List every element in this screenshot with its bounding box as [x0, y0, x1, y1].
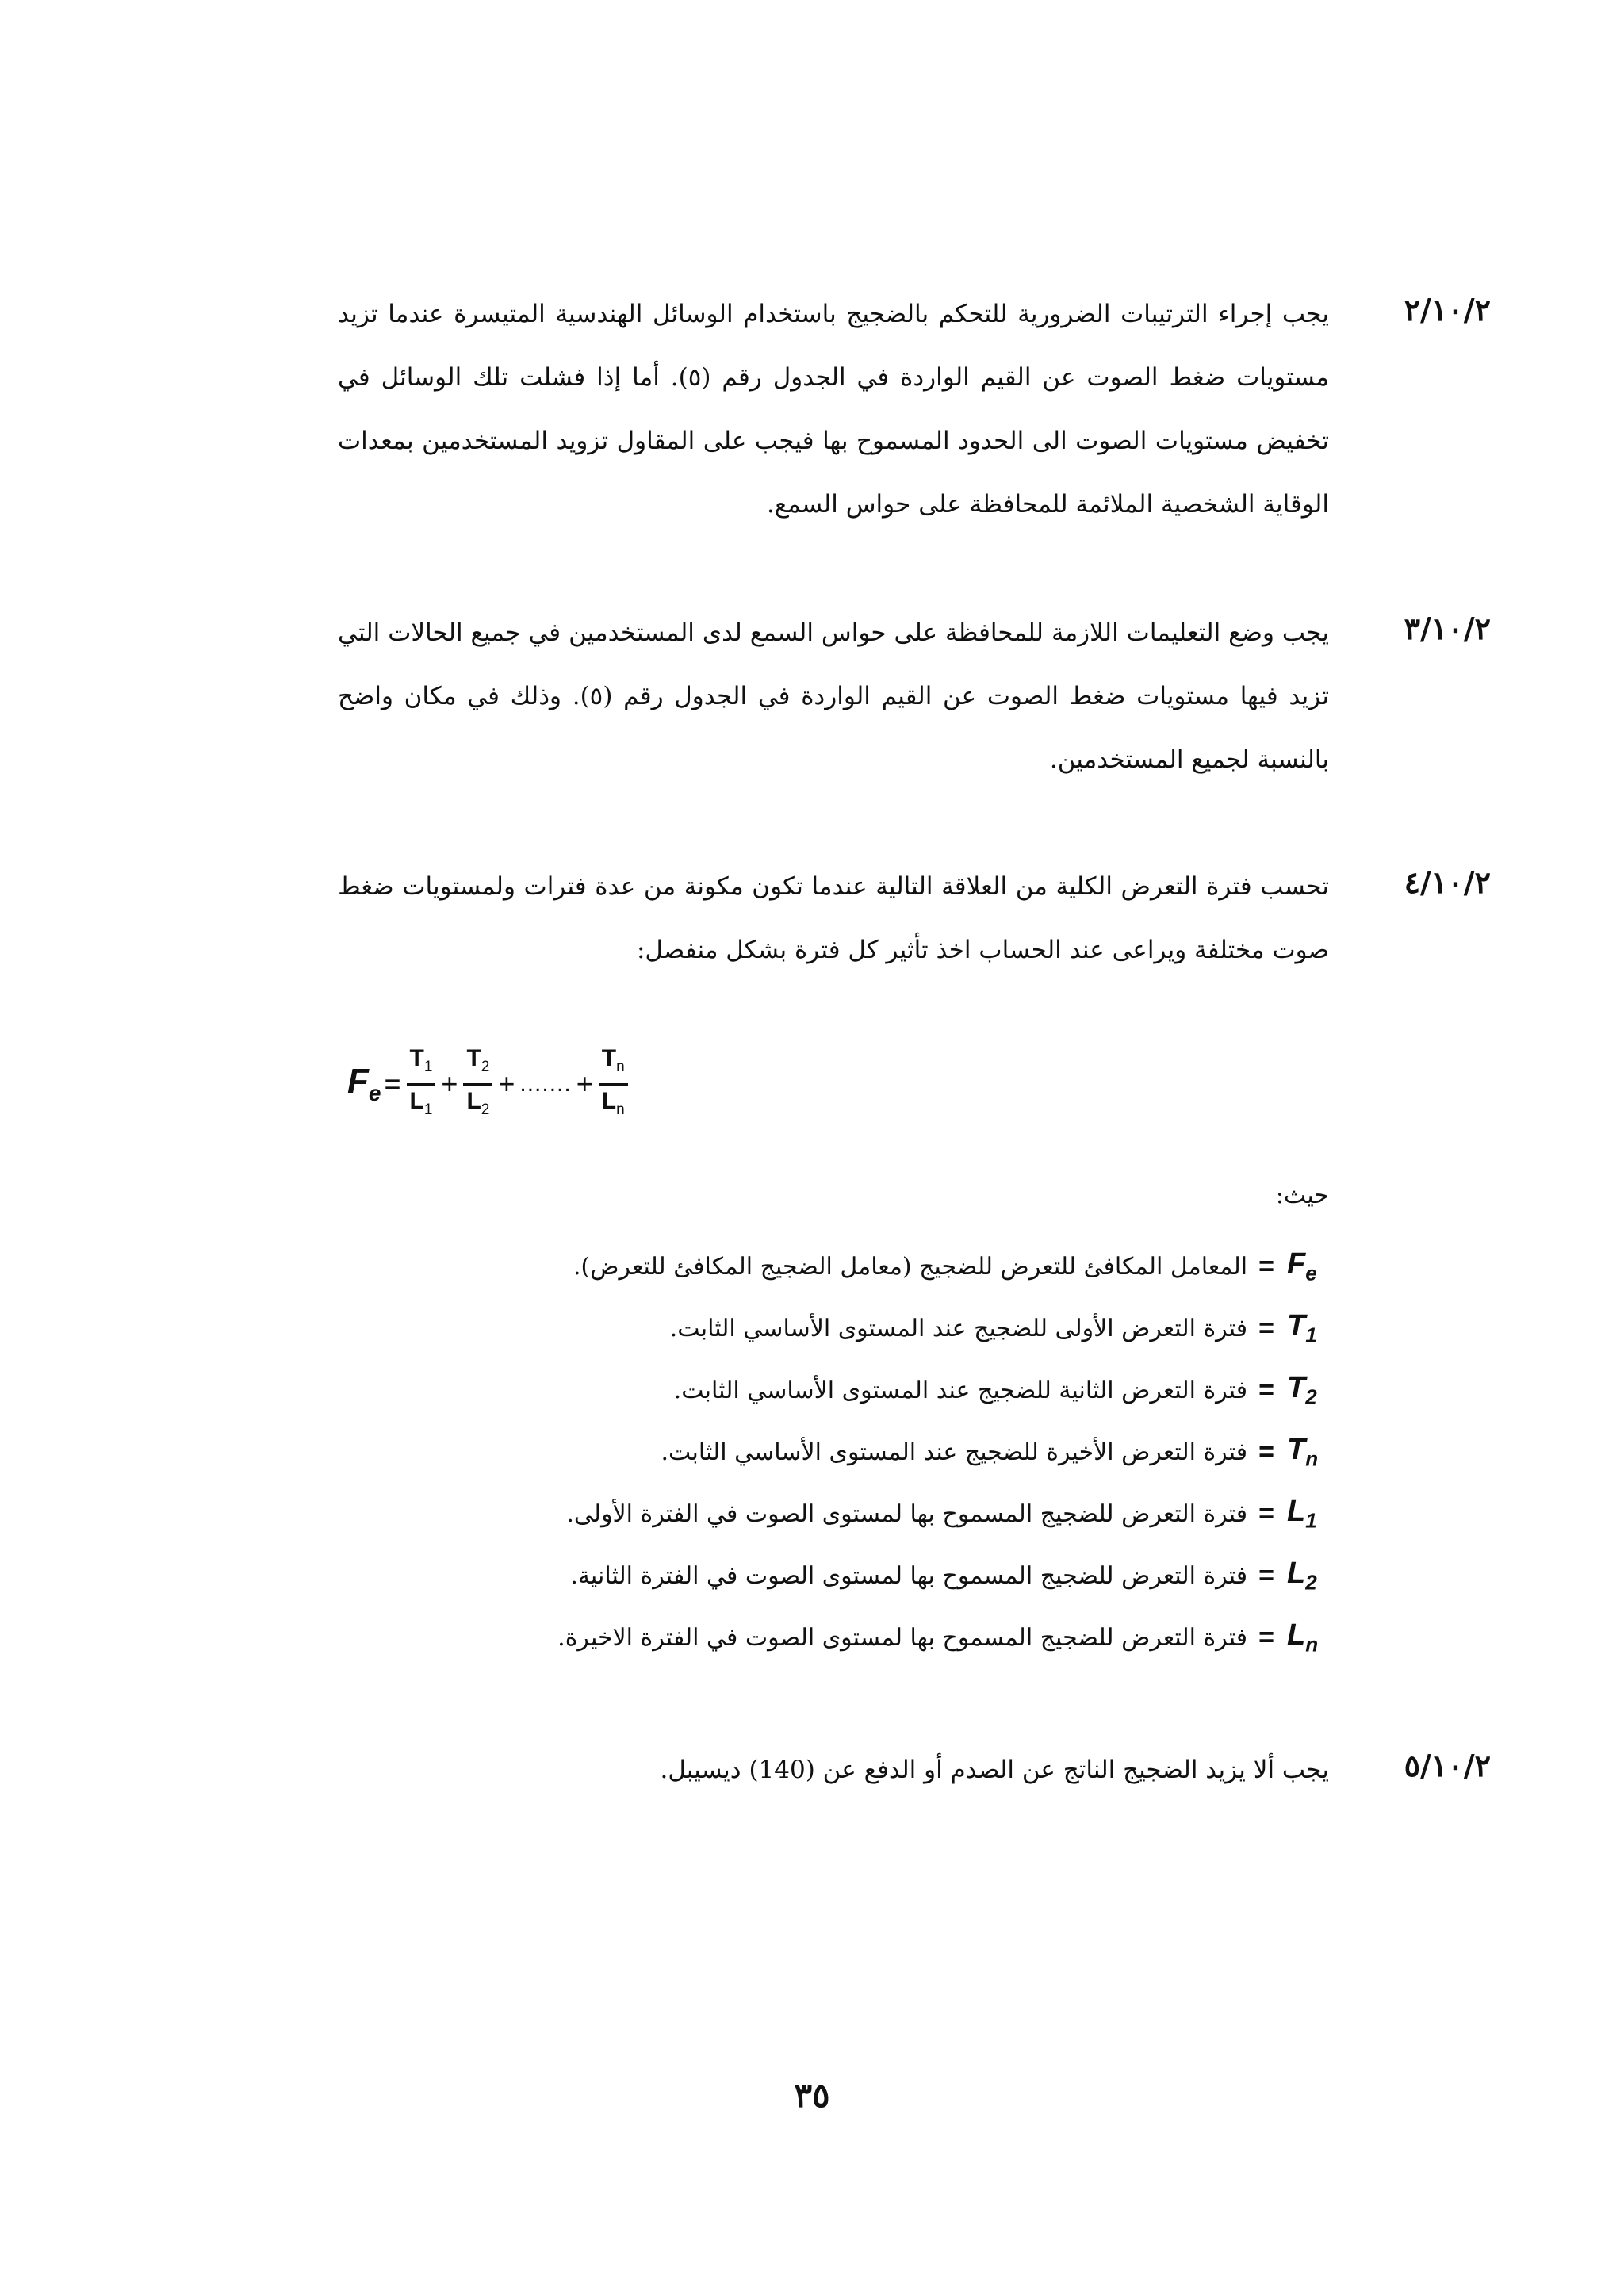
- definition-equals: =: [1258, 1436, 1274, 1467]
- definition-symbol: $L_1$: [1287, 1494, 1317, 1533]
- formula-lhs: $F_e$: [347, 1062, 381, 1105]
- clause-text: يجب ألا يزيد الضجيج الناتج عن الصدم أو الدفع عن (140) ديسيبل.: [660, 1756, 1329, 1784]
- definition-symbol: $T_1$: [1287, 1308, 1317, 1347]
- definition-equals: =: [1258, 1560, 1274, 1591]
- definition-symbol: $F_e$: [1287, 1247, 1317, 1285]
- definition-row: [570, 1548, 1331, 1603]
- definition-text: فترة التعرض الأخيرة للضجيج عند المستوى الأساسي الثابت.: [661, 1438, 1248, 1466]
- clause-number: ٤/١٠/٢: [1404, 864, 1491, 900]
- exposure-formula: [347, 1040, 630, 1128]
- definition-row: [674, 1362, 1331, 1418]
- clause-text: يجب وضع التعليمات اللازمة للمحافظة على حواس السمع لدى المستخدمين في جميع الحالات التي تزيد فيها مستويات ضغط الصوت عن القيم الواردة في الجدول رقم (٥). وذلك في مكان واضح بالنسبة لجميع المستخدمين.: [338, 618, 1329, 774]
- definition-symbol: $L_2$: [1287, 1556, 1317, 1595]
- formula-plus: +: [441, 1067, 458, 1100]
- definition-row: [557, 1610, 1331, 1665]
- definition-text: فترة التعرض الأولى للضجيج عند المستوى الأساسي الثابت.: [669, 1314, 1248, 1342]
- clause-number: ٥/١٠/٢: [1404, 1748, 1491, 1783]
- definition-equals: =: [1258, 1622, 1274, 1653]
- clause-number: ٢/١٠/٢: [1404, 292, 1491, 327]
- definition-row: [661, 1424, 1331, 1480]
- formula-plus: +: [576, 1067, 593, 1100]
- definition-row: [566, 1486, 1331, 1541]
- definition-symbol: $T_2$: [1287, 1370, 1317, 1409]
- formula-plus: +: [498, 1067, 515, 1100]
- clause-text: يجب إجراء الترتيبات الضرورية للتحكم بالضجيج باستخدام الوسائل الهندسية المتيسرة عندما تزيد مستويات ضغط الصوت عن القيم الواردة في الجدول رقم (٥). أما إذا فشلت تلك الوسائل في تخفيض مستويات الصوت الى الحدود المسموح بها فيجب على المقاول تزويد المستخدمين بمعدات الوقاية الشخصية الملائمة للمحافظة على حواس السمع.: [338, 300, 1329, 519]
- definition-row: [573, 1239, 1331, 1294]
- definition-symbol: $T_n$: [1287, 1432, 1319, 1471]
- definition-row: [670, 1300, 1331, 1356]
- formula-ellipsis: .......: [519, 1070, 572, 1097]
- page-number: ٣٥: [794, 2076, 830, 2115]
- definition-text: فترة التعرض للضجيج المسموح بها لمستوى الصوت في الفترة الاخيرة.: [557, 1623, 1248, 1652]
- definition-symbol: $L_n$: [1287, 1618, 1319, 1656]
- definition-equals: =: [1258, 1312, 1274, 1343]
- definition-equals: =: [1258, 1374, 1274, 1405]
- clause-number: ٣/١٠/٢: [1404, 611, 1491, 646]
- definition-equals: =: [1258, 1498, 1274, 1529]
- definition-equals: =: [1258, 1250, 1274, 1281]
- definition-text: المعامل المكافئ للتعرض للضجيج (معامل الضجيج المكافئ للتعرض).: [573, 1252, 1248, 1281]
- definition-text: فترة التعرض للضجيج المسموح بها لمستوى الصوت في الفترة الأولى.: [566, 1499, 1248, 1528]
- definition-text: فترة التعرض الثانية للضجيج عند المستوى الأساسي الثابت.: [673, 1376, 1248, 1404]
- where-label: حيث:: [1275, 1181, 1329, 1209]
- definition-text: فترة التعرض للضجيج المسموح بها لمستوى الصوت في الفترة الثانية.: [570, 1561, 1248, 1590]
- clause-text: تحسب فترة التعرض الكلية من العلاقة التالية عندما تكون مكونة من عدة فترات ولمستويات ضغط صوت مختلفة ويراعى عند الحساب اخذ تأثير كل فترة بشكل منفصل:: [338, 872, 1329, 964]
- formula-term-n: $\frac{T_n}{L_n}$: [599, 1043, 628, 1126]
- formula-term-1: $\frac{T_1}{L_1}$: [407, 1043, 436, 1126]
- formula-term-2: $\frac{T_2}{L_2}$: [463, 1043, 492, 1126]
- formula-equals: =: [384, 1067, 401, 1100]
